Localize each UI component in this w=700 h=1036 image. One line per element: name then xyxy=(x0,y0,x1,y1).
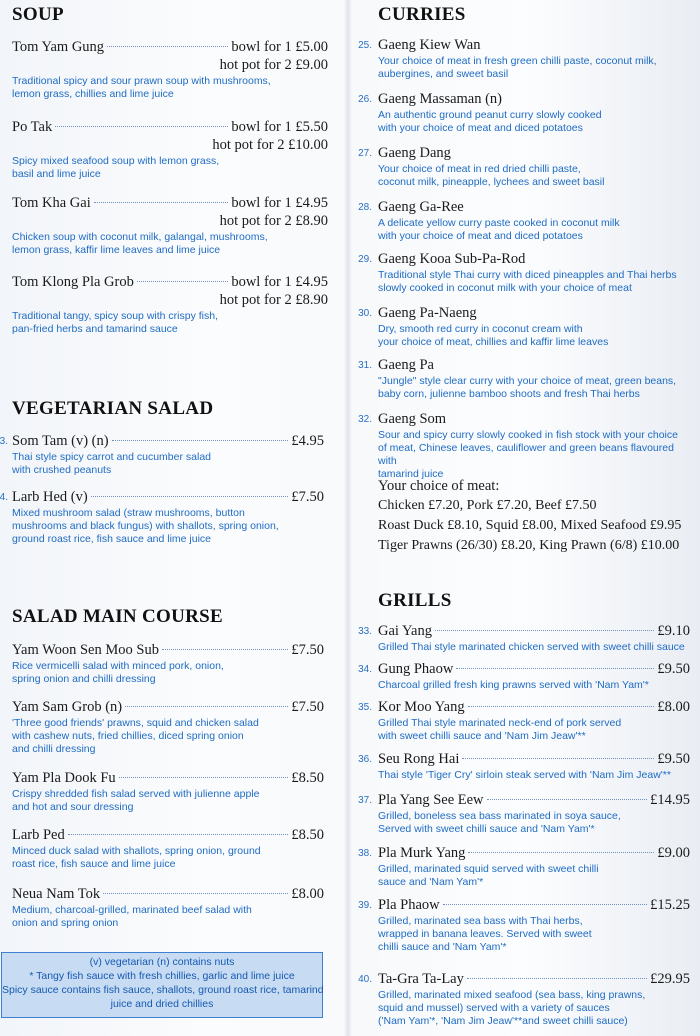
item-name: Gaeng Dang xyxy=(378,145,451,161)
item-number: 35. xyxy=(358,702,372,713)
item-description: Grilled Thai style marinated chicken served with sweet chilli sauce xyxy=(378,641,685,653)
item-description: Medium, charcoal-grilled, marinated beef salad with onion and spring onion xyxy=(12,904,252,929)
legend-line: * Tangy fish sauce with fresh chillies, garlic and lime juice xyxy=(29,970,295,982)
item-description: Sour and spicy curry slowly cooked in fish stock with your choice of meat, Chinese leaves, cauliflower and green beans flavoured with tamarind juice xyxy=(378,429,678,480)
item-price: £9.50 xyxy=(657,661,690,677)
leader-dots xyxy=(162,649,288,650)
item-price: bowl for 1 £5.00 xyxy=(231,39,328,55)
item-name: Tom Kha Gai xyxy=(12,195,91,211)
item-description: Grilled, marinated squid served with sweet chilli sauce and 'Nam Yam'* xyxy=(378,863,599,888)
item-description: Rice vermicelli salad with minced pork, onion, spring onion and chilli dressing xyxy=(12,660,224,685)
item-price: £8.00 xyxy=(657,699,690,715)
item-name: Gung Phaow xyxy=(378,661,454,677)
meat-price-line: Tiger Prawns (26/30) £8.20, King Prawn (6/8) £10.00 xyxy=(378,538,680,553)
item-number: 26. xyxy=(358,94,372,105)
item-hotpot-price: hot pot for 2 £8.90 xyxy=(219,292,328,308)
veg-item-4 xyxy=(0,488,324,546)
veg-item-3 xyxy=(0,432,324,477)
vegetarian-salad-title: VEGETARIAN SALAD xyxy=(12,398,214,419)
leader-dots xyxy=(137,281,229,282)
item-description: "Jungle" style clear curry with your choice of meat, green beans, baby corn, julienne bamboo shoots and fresh Thai herbs xyxy=(378,375,677,400)
item-price: £8.00 xyxy=(291,886,324,902)
item-description: Grilled, marinated sea bass with Thai herbs, wrapped in banana leaves. Served with sweet chilli sauce and 'Nam Yam'* xyxy=(378,915,592,953)
item-number: 39. xyxy=(358,900,372,911)
item-number: 3. xyxy=(0,436,8,447)
curry-item-32 xyxy=(358,410,694,481)
item-description: Traditional spicy and sour prawn soup with mushrooms, lemon grass, chillies and lime juice xyxy=(12,75,271,100)
curry-item-27 xyxy=(358,144,694,189)
salad-main-item-1 xyxy=(12,641,324,686)
curry-item-30 xyxy=(358,304,694,349)
item-name: Gaeng Pa xyxy=(378,357,434,373)
item-number: 29. xyxy=(358,254,372,265)
item-price: £7.50 xyxy=(291,699,324,715)
salad-main-item-5 xyxy=(12,885,324,930)
item-hotpot-price: hot pot for 2 £9.00 xyxy=(219,57,328,73)
item-description: Mixed mushroom salad (straw mushrooms, button mushrooms and black fungus) with shallots, spring onion, ground roast rice, fish sauce and lime juice xyxy=(12,507,279,545)
meat-choice-title: Your choice of meat: xyxy=(378,478,500,494)
item-price: £9.00 xyxy=(657,845,690,861)
item-number: 27. xyxy=(358,148,372,159)
item-name: Yam Sam Grob (n) xyxy=(12,699,123,715)
item-description: Grilled Thai style marinated neck-end of pork served with sweet chilli sauce and 'Nam Jim Jeaw'** xyxy=(378,717,622,742)
legend-line: (v) vegetarian (n) contains nuts xyxy=(89,956,235,968)
item-price: bowl for 1 £5.50 xyxy=(231,119,328,135)
item-name: Kor Moo Yang xyxy=(378,699,465,715)
item-description: Grilled, boneless sea bass marinated in soya sauce, Served with sweet chilli sauce and 'Nam Yam'* xyxy=(378,810,621,835)
salad-main-course-title: SALAD MAIN COURSE xyxy=(12,606,223,627)
item-name: Neua Nam Tok xyxy=(12,886,101,902)
legend-box xyxy=(1,952,323,1018)
item-name: Larb Ped xyxy=(12,827,65,843)
item-description: An authentic ground peanut curry slowly cooked with your choice of meat and diced potatoes xyxy=(378,109,602,134)
item-price: £9.50 xyxy=(657,751,690,767)
curry-item-31 xyxy=(358,356,694,401)
leader-dots xyxy=(487,799,648,800)
grills-title: GRILLS xyxy=(378,590,452,611)
item-price: £8.50 xyxy=(291,770,324,786)
leader-dots xyxy=(94,202,229,203)
item-name: Gaeng Pa-Naeng xyxy=(378,305,477,321)
item-number: 40. xyxy=(358,974,372,985)
leader-dots xyxy=(103,893,288,894)
item-price: £15.25 xyxy=(650,897,690,913)
salad-main-item-3 xyxy=(12,769,324,814)
item-name: Tom Yam Gung xyxy=(12,39,105,55)
item-name: Gaeng Massaman (n) xyxy=(378,91,503,107)
salad-main-item-2 xyxy=(12,698,324,756)
item-description: Thai style 'Tiger Cry' sirloin steak served with 'Nam Jim Jeaw'** xyxy=(378,769,671,781)
item-description: Traditional tangy, spicy soup with crispy fish, pan-fried herbs and tamarind sauce xyxy=(12,310,219,335)
item-name: Gaeng Ga-Ree xyxy=(378,199,464,215)
item-name: Gaeng Som xyxy=(378,411,447,427)
grill-item-33 xyxy=(358,622,690,654)
item-price: bowl for 1 £4.95 xyxy=(231,195,328,211)
soup-item-1 xyxy=(12,38,328,101)
legend-line: juice and dried chillies xyxy=(110,998,214,1010)
item-number: 33. xyxy=(358,626,372,637)
item-number: 36. xyxy=(358,754,372,765)
leader-dots xyxy=(468,852,654,853)
curries-title: CURRIES xyxy=(378,4,466,25)
leader-dots xyxy=(68,834,289,835)
item-price: £7.50 xyxy=(291,489,324,505)
item-price: bowl for 1 £4.95 xyxy=(231,274,328,290)
item-number: 32. xyxy=(358,414,372,425)
leader-dots xyxy=(456,668,654,669)
salad-main-item-4 xyxy=(12,826,324,871)
leader-dots xyxy=(107,46,228,47)
leader-dots xyxy=(55,126,228,127)
leader-dots xyxy=(443,904,648,905)
item-description: Chicken soup with coconut milk, galangal, mushrooms, lemon grass, kaffir lime leaves and lime juice xyxy=(12,231,268,256)
soup-item-4 xyxy=(12,273,328,336)
item-description: Charcoal grilled fresh king prawns served with 'Nam Yam'* xyxy=(378,679,649,691)
grill-item-34 xyxy=(358,660,690,692)
item-name: Seu Rong Hai xyxy=(378,751,460,767)
item-name: Tom Klong Pla Grob xyxy=(12,274,134,290)
item-price: £4.95 xyxy=(291,433,324,449)
item-name: Som Tam (v) (n) xyxy=(12,433,109,449)
item-price: £7.50 xyxy=(291,642,324,658)
item-name: Larb Hed (v) xyxy=(12,489,88,505)
item-price: £29.95 xyxy=(650,971,690,987)
item-description: Dry, smooth red curry in coconut cream with your choice of meat, chillies and kaffir lime leaves xyxy=(378,323,609,348)
soup-title: SOUP xyxy=(12,4,64,25)
curry-item-29 xyxy=(358,250,694,295)
item-name: Pla Yang See Eew xyxy=(378,792,484,808)
item-number: 34. xyxy=(358,664,372,675)
leader-dots xyxy=(467,978,647,979)
item-hotpot-price: hot pot for 2 £10.00 xyxy=(212,137,328,153)
item-name: Gaeng Kooa Sub-Pa-Rod xyxy=(378,251,526,267)
item-number: 31. xyxy=(358,360,372,371)
item-price: £8.50 xyxy=(291,827,324,843)
item-name: Pla Murk Yang xyxy=(378,845,466,861)
item-name: Pla Phaow xyxy=(378,897,440,913)
leader-dots xyxy=(468,706,655,707)
soup-item-2 xyxy=(12,118,328,181)
item-description: Your choice of meat in fresh green chilli paste, coconut milk, aubergines, and sweet basil xyxy=(378,55,657,80)
item-number: 38. xyxy=(358,848,372,859)
item-name: Gaeng Kiew Wan xyxy=(378,37,481,53)
leader-dots xyxy=(462,758,654,759)
grill-item-40 xyxy=(358,970,690,1028)
curry-item-28 xyxy=(358,198,694,243)
item-description: Your choice of meat in red dried chilli paste, coconut milk, pineapple, lychees and sweet basil xyxy=(378,163,605,188)
item-number: 25. xyxy=(358,40,372,51)
grill-item-37 xyxy=(358,791,690,836)
leader-dots xyxy=(91,496,289,497)
leader-dots xyxy=(435,630,654,631)
item-price: £9.10 xyxy=(657,623,690,639)
meat-price-line: Chicken £7.20, Pork £7.20, Beef £7.50 xyxy=(378,498,597,513)
grill-item-39 xyxy=(358,896,690,954)
curry-item-26 xyxy=(358,90,694,135)
item-description: Minced duck salad with shallots, spring onion, ground roast rice, fish sauce and lime juice xyxy=(12,845,261,870)
item-description: Grilled, marinated mixed seafood (sea bass, king prawns, squid and mussel) served with a variety of sauces ('Nam Yam'*, 'Nam Jim Jeaw'**and sweet chilli sauce) xyxy=(378,989,646,1027)
item-hotpot-price: hot pot for 2 £8.90 xyxy=(219,213,328,229)
legend-line: Spicy sauce contains fish sauce, shallots, ground roast rice, tamarind xyxy=(2,984,324,996)
item-description: A delicate yellow curry paste cooked in coconut milk with your choice of meat and diced potatoes xyxy=(378,217,620,242)
item-description: 'Three good friends' prawns, squid and chicken salad with cashew nuts, fried chillies, diced spring onion and chilli dressing xyxy=(12,717,259,755)
item-name: Gai Yang xyxy=(378,623,432,639)
item-name: Ta-Gra Ta-Lay xyxy=(378,971,464,987)
item-name: Yam Pla Dook Fu xyxy=(12,770,116,786)
grill-item-36 xyxy=(358,750,690,782)
item-description: Spicy mixed seafood soup with lemon grass, basil and lime juice xyxy=(12,155,220,180)
grill-item-35 xyxy=(358,698,690,743)
leader-dots xyxy=(112,440,289,441)
item-number: 4. xyxy=(0,492,8,503)
item-name: Po Tak xyxy=(12,119,53,135)
item-number: 28. xyxy=(358,202,372,213)
item-price: £14.95 xyxy=(650,792,690,808)
soup-item-3 xyxy=(12,194,328,257)
item-name: Yam Woon Sen Moo Sub xyxy=(12,642,159,658)
grill-item-38 xyxy=(358,844,690,889)
leader-dots xyxy=(125,706,288,707)
meat-price-line: Roast Duck £8.10, Squid £8.00, Mixed Seafood £9.95 xyxy=(378,518,682,533)
leader-dots xyxy=(119,777,289,778)
item-number: 30. xyxy=(358,308,372,319)
item-number: 37. xyxy=(358,795,372,806)
curry-item-25 xyxy=(358,36,694,81)
item-description: Thai style spicy carrot and cucumber salad with crushed peanuts xyxy=(12,451,212,476)
item-description: Crispy shredded fish salad served with julienne apple and hot and sour dressing xyxy=(12,788,260,813)
item-description: Traditional style Thai curry with diced pineapples and Thai herbs slowly cooked in coconut milk with your choice of meat xyxy=(378,269,677,294)
